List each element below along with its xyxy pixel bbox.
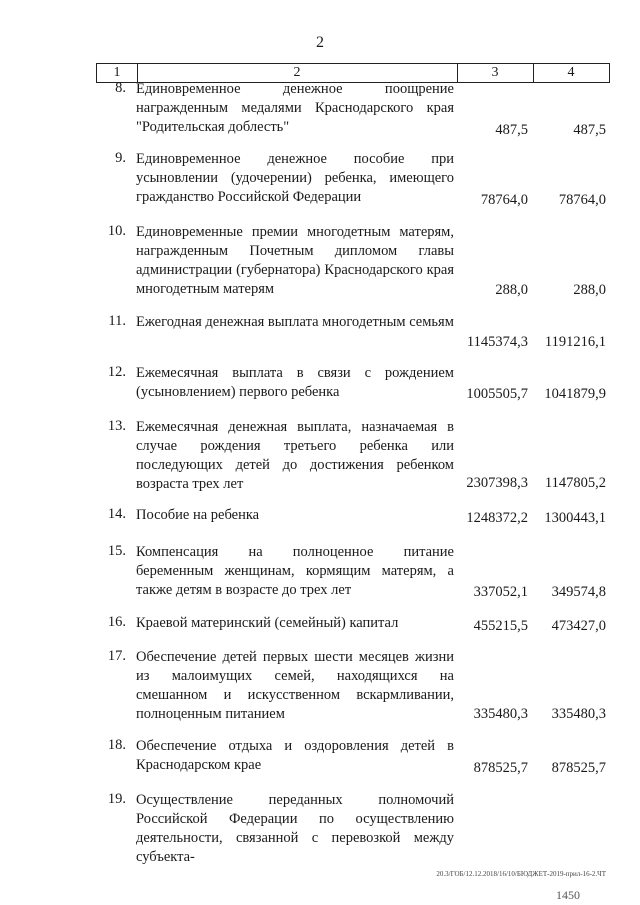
row-text: Единовременное денежное поощрение награжденным медалями Краснодарского края "Родительская доблесть" (136, 81, 454, 135)
row-text: Компенсация на полноценное питание беременным женщинам, кормящим матерям, а также детям в возрасте до трех лет (136, 544, 454, 598)
document-footer-code: 20.3/ГОБ/12.12.2018/16/10/БЮДЖЕТ-2019-прил-16-2.ЧТ (436, 870, 606, 878)
row-text: Пособие на ребенка (136, 507, 260, 523)
row-value-col4: 487,5 (573, 122, 606, 138)
row-text: Единовременное денежное пособие при усыновлении (удочерении) ребенка, имеющего гражданство Российской Федерации (136, 151, 454, 205)
row-number: 8. (115, 80, 126, 96)
row-text: Краевой материнский (семейный) капитал (136, 615, 399, 631)
header-col-1: 1 (113, 65, 121, 80)
row-value-col4: 1041879,9 (544, 386, 606, 402)
row-text: Ежегодная денежная выплата многодетным семьям (136, 314, 454, 330)
row-value-col4: 473427,0 (551, 618, 606, 634)
header-col-2: 2 (293, 65, 301, 80)
row-number: 14. (107, 506, 126, 522)
row-text: Осуществление переданных полномочий Российской Федерации по осуществлению деятельности, связанной с перевозкой между субъекта- (136, 792, 454, 865)
row-value-col3: 1248372,2 (466, 510, 528, 526)
row-text: Обеспечение детей первых шести месяцев жизни из малоимущих семей, находящихся на смешанном и искусственном вскармливании, полноценным питанием (136, 649, 454, 722)
row-value-col4: 349574,8 (551, 584, 606, 600)
row-value-col3: 878525,7 (473, 760, 528, 776)
row-number: 11. (108, 313, 126, 329)
row-value-col4: 1191216,1 (544, 334, 606, 350)
row-text: Ежемесячная выплата в связи с рождением (усыновлением) первого ребенка (136, 365, 454, 400)
row-number: 15. (107, 543, 126, 559)
header-col-4: 4 (567, 65, 575, 80)
row-value-col4: 878525,7 (551, 760, 606, 776)
row-number: 19. (107, 791, 126, 807)
row-value-col3: 337052,1 (473, 584, 528, 600)
header-col-3: 3 (491, 65, 499, 80)
row-value-col3: 455215,5 (473, 618, 528, 634)
row-number: 13. (107, 418, 126, 434)
row-value-col3: 335480,3 (473, 706, 528, 722)
row-number: 10. (107, 223, 126, 239)
row-value-col3: 288,0 (495, 282, 528, 298)
row-text: Обеспечение отдыха и оздоровления детей в Краснодарском крае (136, 738, 454, 773)
row-number: 12. (107, 364, 126, 380)
row-text: Ежемесячная денежная выплата, назначаемая в случае рождения третьего ребенка или последующих детей до достижения ребенком возраста трех лет (136, 419, 454, 492)
row-value-col3: 2307398,3 (466, 475, 528, 491)
row-number: 9. (115, 150, 126, 166)
row-text: Единовременные премии многодетным матерям, награжденным Почетным дипломом главы администрации (губернатора) Краснодарского края многодетным матерям (136, 224, 454, 297)
row-number: 17. (107, 648, 126, 664)
row-value-col4: 288,0 (573, 282, 606, 298)
row-value-col4: 1300443,1 (544, 510, 606, 526)
row-value-col4: 78764,0 (558, 192, 606, 208)
row-value-col3: 1005505,7 (466, 386, 528, 402)
page-number: 2 (316, 34, 324, 51)
row-value-col3: 487,5 (495, 122, 528, 138)
row-number: 16. (107, 614, 126, 630)
row-value-col4: 1147805,2 (544, 475, 606, 491)
row-value-col4: 335480,3 (551, 706, 606, 722)
row-value-col3: 1145374,3 (466, 334, 528, 350)
row-value-col3: 78764,0 (480, 192, 528, 208)
page-stamp: 1450 (556, 888, 580, 902)
row-number: 18. (107, 737, 126, 753)
